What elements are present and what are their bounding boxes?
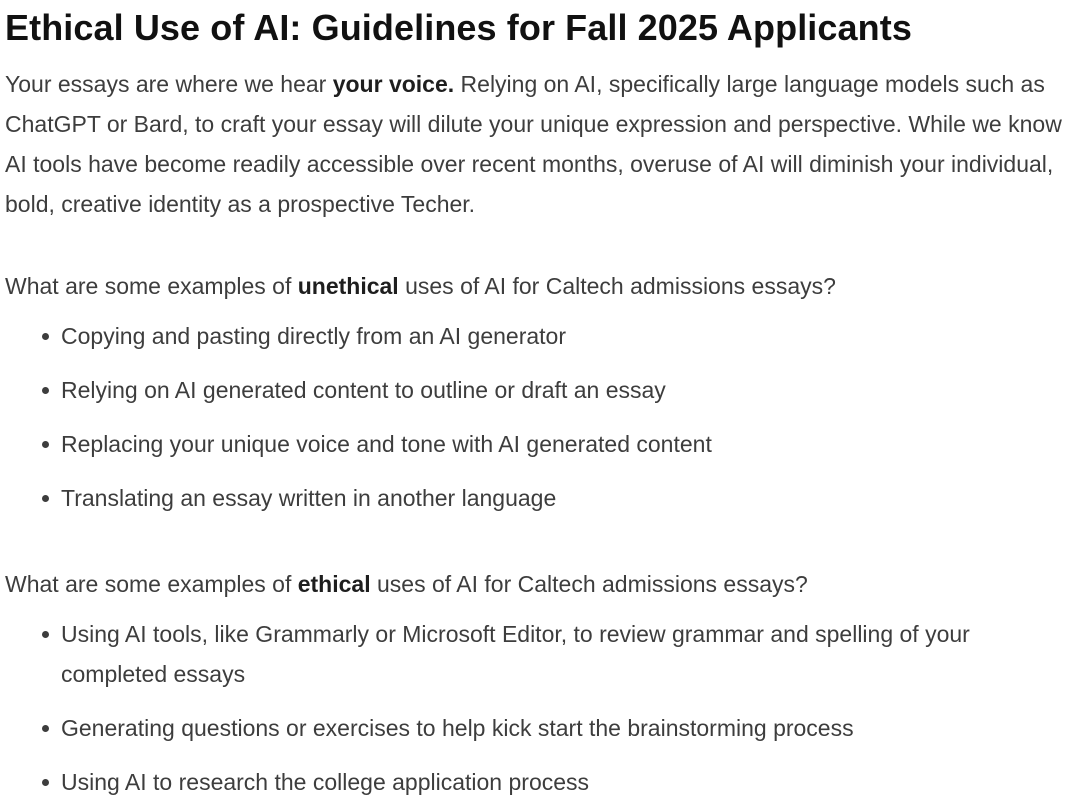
bullet-icon: [42, 495, 49, 502]
list-item-text: Replacing your unique voice and tone with AI generated content: [61, 431, 712, 457]
unethical-question-end: uses of AI for Caltech admissions essays?: [398, 273, 836, 299]
list-item: [61, 316, 1074, 356]
intro-bold-text: your voice.: [332, 71, 455, 97]
intro-text-rest: Relying on AI, specifically large language models such as ChatGPT or Bard, to craft your essay will dilute your unique expression and perspective. While we know AI tools have become readily accessible over recent months, overuse of AI will diminish your individual, bold, creative identity as a prospective Techer.: [5, 71, 1062, 217]
list-item-text: Using AI to research the college application process: [61, 769, 590, 795]
ethical-keyword: ethical: [297, 571, 371, 597]
intro-text-start: Your essays are where we hear: [5, 71, 333, 97]
bullet-icon: [42, 779, 49, 786]
ethical-question-start: What are some examples of: [5, 571, 298, 597]
list-item-text: Using AI tools, like Grammarly or Microsoft Editor, to review grammar and spelling of your completed essays: [61, 621, 970, 687]
unethical-question-start: What are some examples of: [5, 273, 298, 299]
list-item-text: Translating an essay written in another language: [61, 485, 557, 511]
ethical-question-end: uses of AI for Caltech admissions essays?: [370, 571, 808, 597]
unethical-keyword: unethical: [297, 273, 399, 299]
bullet-icon: [42, 725, 49, 732]
list-item-text: Relying on AI generated content to outline or draft an essay: [61, 377, 666, 403]
list-item: [61, 708, 1074, 748]
list-item: [61, 614, 1074, 694]
ethical-question: [5, 564, 1074, 604]
bullet-icon: [42, 631, 49, 638]
list-item: [61, 424, 1074, 464]
bullet-icon: [42, 387, 49, 394]
bullet-icon: [42, 333, 49, 340]
list-item: [61, 762, 1074, 802]
list-item-text: Copying and pasting directly from an AI generator: [61, 323, 567, 349]
list-item: [61, 478, 1074, 518]
page-title: Ethical Use of AI: Guidelines for Fall 2025 Applicants: [5, 7, 912, 48]
ethical-list: [5, 614, 1074, 802]
intro-paragraph: [5, 64, 1074, 224]
list-item-text: Generating questions or exercises to help kick start the brainstorming process: [61, 715, 854, 741]
bullet-icon: [42, 441, 49, 448]
unethical-question: [5, 266, 1074, 306]
unethical-list: [5, 316, 1074, 518]
list-item: [61, 370, 1074, 410]
